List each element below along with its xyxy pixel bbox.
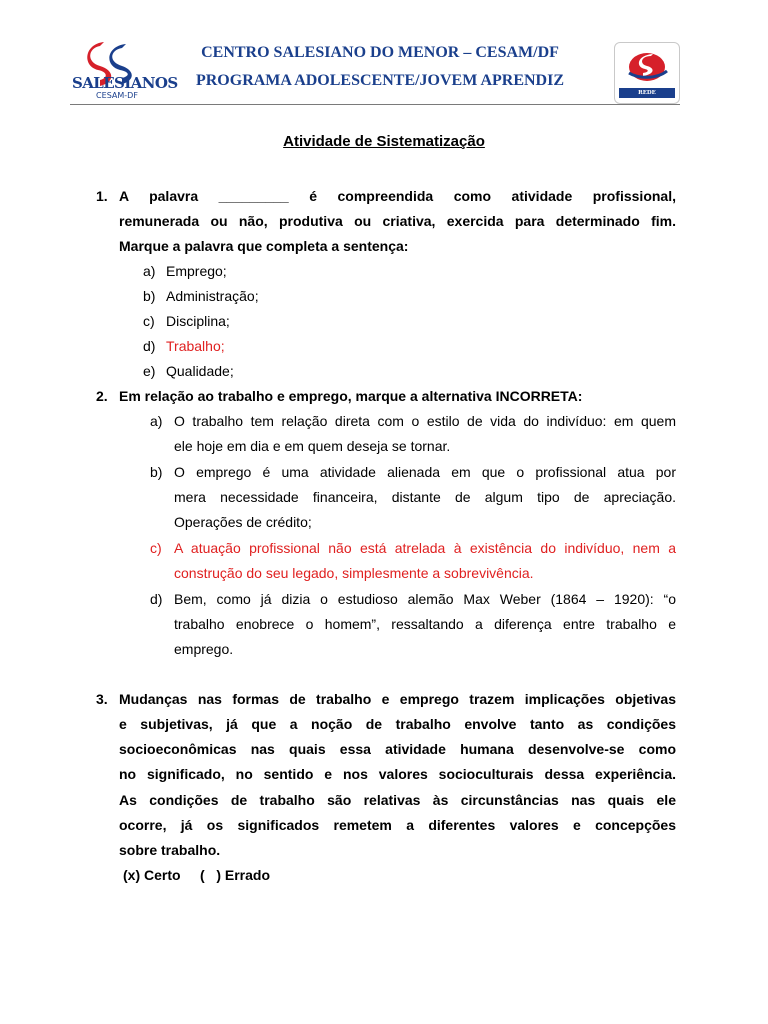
q3-line: As condições de trabalho são relativas às circunstâncias nas quais ele xyxy=(119,792,676,808)
q1-option-letter: e) xyxy=(143,363,156,379)
q2-option-letter: d) xyxy=(150,591,163,607)
q2-option-letter: a) xyxy=(150,413,163,429)
q2-option-b-line: Operações de crédito; xyxy=(174,514,312,530)
q2-option-b-line: O emprego é uma atividade alienada em que o profissional atua por xyxy=(174,464,676,480)
q3-line: e subjetivas, já que a noção de trabalho envolve tanto as condições xyxy=(119,716,676,732)
q1-option-letter: b) xyxy=(143,288,156,304)
q1-option-c: Disciplina; xyxy=(166,313,230,329)
q1-option-letter: c) xyxy=(143,313,155,329)
q3-line: no significado, no sentido e nos valores socioculturais dessa experiência. xyxy=(119,766,676,782)
q3-line: sobre trabalho. xyxy=(119,842,221,858)
q1-option-d-correct: Trabalho; xyxy=(166,338,225,354)
q1-option-letter: a) xyxy=(143,263,156,279)
q1-option-b: Administração; xyxy=(166,288,259,304)
q1-line: A palavra _________ é compreendida como atividade profissional, xyxy=(119,188,676,204)
q2-option-a-line: O trabalho tem relação direta com o estilo de vida do indivíduo: em quem xyxy=(174,413,676,429)
q3-line: Mudanças nas formas de trabalho e emprego trazem implicações objetivas xyxy=(119,691,676,707)
q3-answer: (x) Certo ( ) Errado xyxy=(123,867,271,883)
rede-salesiana-label: REDE SALESIANA xyxy=(619,88,675,98)
q2-option-letter: b) xyxy=(150,464,163,480)
q2-option-c-correct-line: construção do seu legado, simplesmente a sobrevivência. xyxy=(174,565,534,581)
header-title-line1: CENTRO SALESIANO DO MENOR – CESAM/DF xyxy=(201,44,559,61)
q2-option-d-line: emprego. xyxy=(174,641,234,657)
q1-option-e: Qualidade; xyxy=(166,363,234,379)
q1-number: 1. xyxy=(96,188,108,204)
rede-salesiana-logo xyxy=(614,42,680,104)
header-title-line2: PROGRAMA ADOLESCENTE/JOVEM APRENDIZ xyxy=(195,72,565,89)
q2-option-a-line: ele hoje em dia e em quem deseja se tornar. xyxy=(174,438,451,454)
q2-option-b-line: mera necessidade financeira, distante de algum tipo de apreciação. xyxy=(174,489,676,505)
header-divider xyxy=(70,104,680,105)
q3-line: socioeconômicas nas quais essa atividade humana desenvolve-se como xyxy=(119,741,676,757)
cesam-wordmark: CESAM-DF xyxy=(96,91,138,100)
salesianos-wordmark: SALESIANOS xyxy=(72,74,178,92)
q3-line: ocorre, já os significados remetem a diferentes valores e concepções xyxy=(119,817,676,833)
document-title: Atividade de Sistematização xyxy=(283,133,485,150)
q1-option-a: Emprego; xyxy=(166,263,227,279)
q1-line: remunerada ou não, produtiva ou criativa, exercida para determinado fim. xyxy=(119,213,676,229)
q3-number: 3. xyxy=(96,691,108,707)
rede-salesiana-emblem-icon xyxy=(615,43,679,89)
q2-option-d-line: trabalho enobrece o homem”, ressaltando a diferença entre trabalho e xyxy=(174,616,676,632)
q2-number: 2. xyxy=(96,388,108,404)
q2-option-letter: c) xyxy=(150,540,162,556)
q2-option-c-correct-line: A atuação profissional não está atrelada à existência do indivíduo, nem a xyxy=(174,540,676,556)
q1-line: Marque a palavra que completa a sentença: xyxy=(119,238,409,254)
q2-text: Em relação ao trabalho e emprego, marque a alternativa INCORRETA: xyxy=(119,388,583,404)
q1-option-letter: d) xyxy=(143,338,156,354)
q2-option-d-line: Bem, como já dizia o estudioso alemão Max Weber (1864 – 1920): “o xyxy=(174,591,676,607)
